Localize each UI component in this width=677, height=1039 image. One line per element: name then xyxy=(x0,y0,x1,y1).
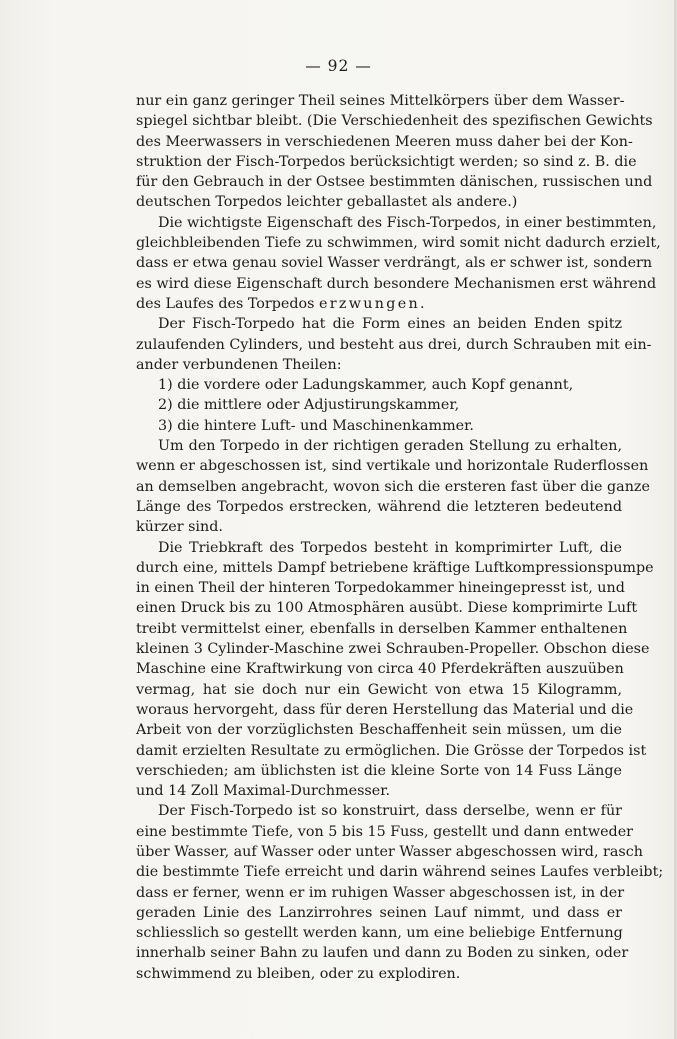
text-line: Maschine eine Kraftwirkung von circa 40 Pferdekräften auszuüben xyxy=(136,661,624,678)
text-line: wenn er abgeschossen ist, sind vertikale und horizontale Ruderflossen xyxy=(136,458,649,475)
text-line: Der Fisch-Torpedo hat die Form eines an beiden Enden spitz xyxy=(158,316,622,333)
text-line: gleichbleibenden Tiefe zu schwimmen, wird somit nicht dadurch erzielt, xyxy=(136,235,661,252)
text-run: des Laufes des Torpedos xyxy=(136,295,319,312)
text-line: woraus hervorgeht, dass für deren Herstellung das Material und die xyxy=(136,701,634,718)
text-line: schwimmend zu bleiben, oder zu explodiren. xyxy=(136,965,461,982)
text-line: kleinen 3 Cylinder-Maschine zwei Schrauben-Propeller. Obschon diese xyxy=(136,641,650,658)
text-line: die bestimmte Tiefe erreicht und darin während seines Laufes verbleibt; xyxy=(136,864,664,881)
text-line: vermag, hat sie doch nur ein Gewicht von etwa 15 Kilogramm, xyxy=(136,681,622,698)
text-line: treibt vermittelst einer, ebenfalls in derselben Kammer enthaltenen xyxy=(136,620,628,637)
text-line: und 14 Zoll Maximal-Durchmesser. xyxy=(136,783,391,800)
text-line: in einen Theil der hinteren Torpedokammer hineingepresst ist, und xyxy=(136,580,625,597)
emphasis-text: erzwungen xyxy=(318,295,420,312)
text-line: nur ein ganz geringer Theil seines Mittelkörpers über dem Wasser- xyxy=(136,93,625,109)
text-line: ander verbundenen Theilen: xyxy=(136,356,342,373)
text-line: Der Fisch-Torpedo ist so konstruirt, dass derselbe, wenn er für xyxy=(158,803,622,820)
body-text xyxy=(136,91,664,984)
text-line: spiegel sichtbar bleibt. (Die Verschiedenheit des spezifischen Gewichts xyxy=(136,113,653,130)
text-line: dass er ferner, wenn er im ruhigen Wasser abgeschossen ist, in der xyxy=(136,884,625,901)
text-line: deutschen Torpedos leichter geballastet als andere.) xyxy=(136,194,518,211)
text-line: für den Gebrauch in der Ostsee bestimmten dänischen, russischen und xyxy=(136,174,653,191)
text-line: dass er etwa genau soviel Wasser verdrängt, als er schwer ist, sondern xyxy=(136,255,653,272)
text-line: durch eine, mittels Dampf betriebene kräftige Luftkompressionspumpe xyxy=(136,559,654,576)
text-line: struktion der Fisch-Torpedos berücksichtigt werden; so sind z. B. die xyxy=(136,153,637,170)
text-line: Länge des Torpedos erstrecken, während die letzteren bedeutend xyxy=(136,498,622,515)
list-item: 2) die mittlere oder Adjustirungskammer, xyxy=(158,397,460,414)
text-line: zulaufenden Cylinders, und besteht aus drei, durch Schrauben mit ein- xyxy=(136,336,652,353)
text-line: Um den Torpedo in der richtigen geraden Stellung zu erhalten, xyxy=(158,438,622,455)
text-line: geraden Linie des Lanzirrohres seinen Lauf nimmt, und dass er xyxy=(136,904,622,921)
text-line: es wird diese Eigenschaft durch besondere Mechanismen erst während xyxy=(136,275,657,292)
text-line: Die wichtigste Eigenschaft des Fisch-Torpedos, in einer bestimmten, xyxy=(158,214,657,231)
text-line xyxy=(136,294,622,314)
text-line: an demselben angebracht, wovon sich die ersteren fast über die ganze xyxy=(136,478,650,495)
list-item: 3) die hintere Luft- und Maschinenkammer. xyxy=(158,417,474,434)
text-line: verschieden; am üblichsten ist die kleine Sorte von 14 Fuss Länge xyxy=(136,762,622,779)
text-line: kürzer sind. xyxy=(136,519,223,536)
text-line: des Meerwassers in verschiedenen Meeren muss daher bei der Kon- xyxy=(136,133,633,150)
text-run: . xyxy=(420,295,425,312)
text-line: innerhalb seiner Bahn zu laufen und dann zu Boden zu sinken, oder xyxy=(136,945,629,962)
page-number: — 92 — xyxy=(305,57,372,75)
text-line: damit erzielten Resultate zu ermöglichen. Die Grösse der Torpedos ist xyxy=(136,742,647,759)
text-line: eine bestimmte Tiefe, von 5 bis 15 Fuss, gestellt und dann entweder xyxy=(136,823,633,840)
text-line: Arbeit von der vorzüglichsten Beschaffenheit sein müssen, um die xyxy=(136,722,622,739)
text-line: Die Triebkraft des Torpedos besteht in komprimirter Luft, die xyxy=(158,539,622,556)
list-item: 1) die vordere oder Ladungskammer, auch Kopf genannt, xyxy=(158,377,574,394)
text-line: einen Druck bis zu 100 Atmosphären ausübt. Diese komprimirte Luft xyxy=(136,600,638,617)
text-line: über Wasser, auf Wasser oder unter Wasser abgeschossen wird, rasch xyxy=(136,843,643,860)
text-line: schliesslich so gestellt werden kann, um eine beliebige Entfernung xyxy=(136,925,623,942)
